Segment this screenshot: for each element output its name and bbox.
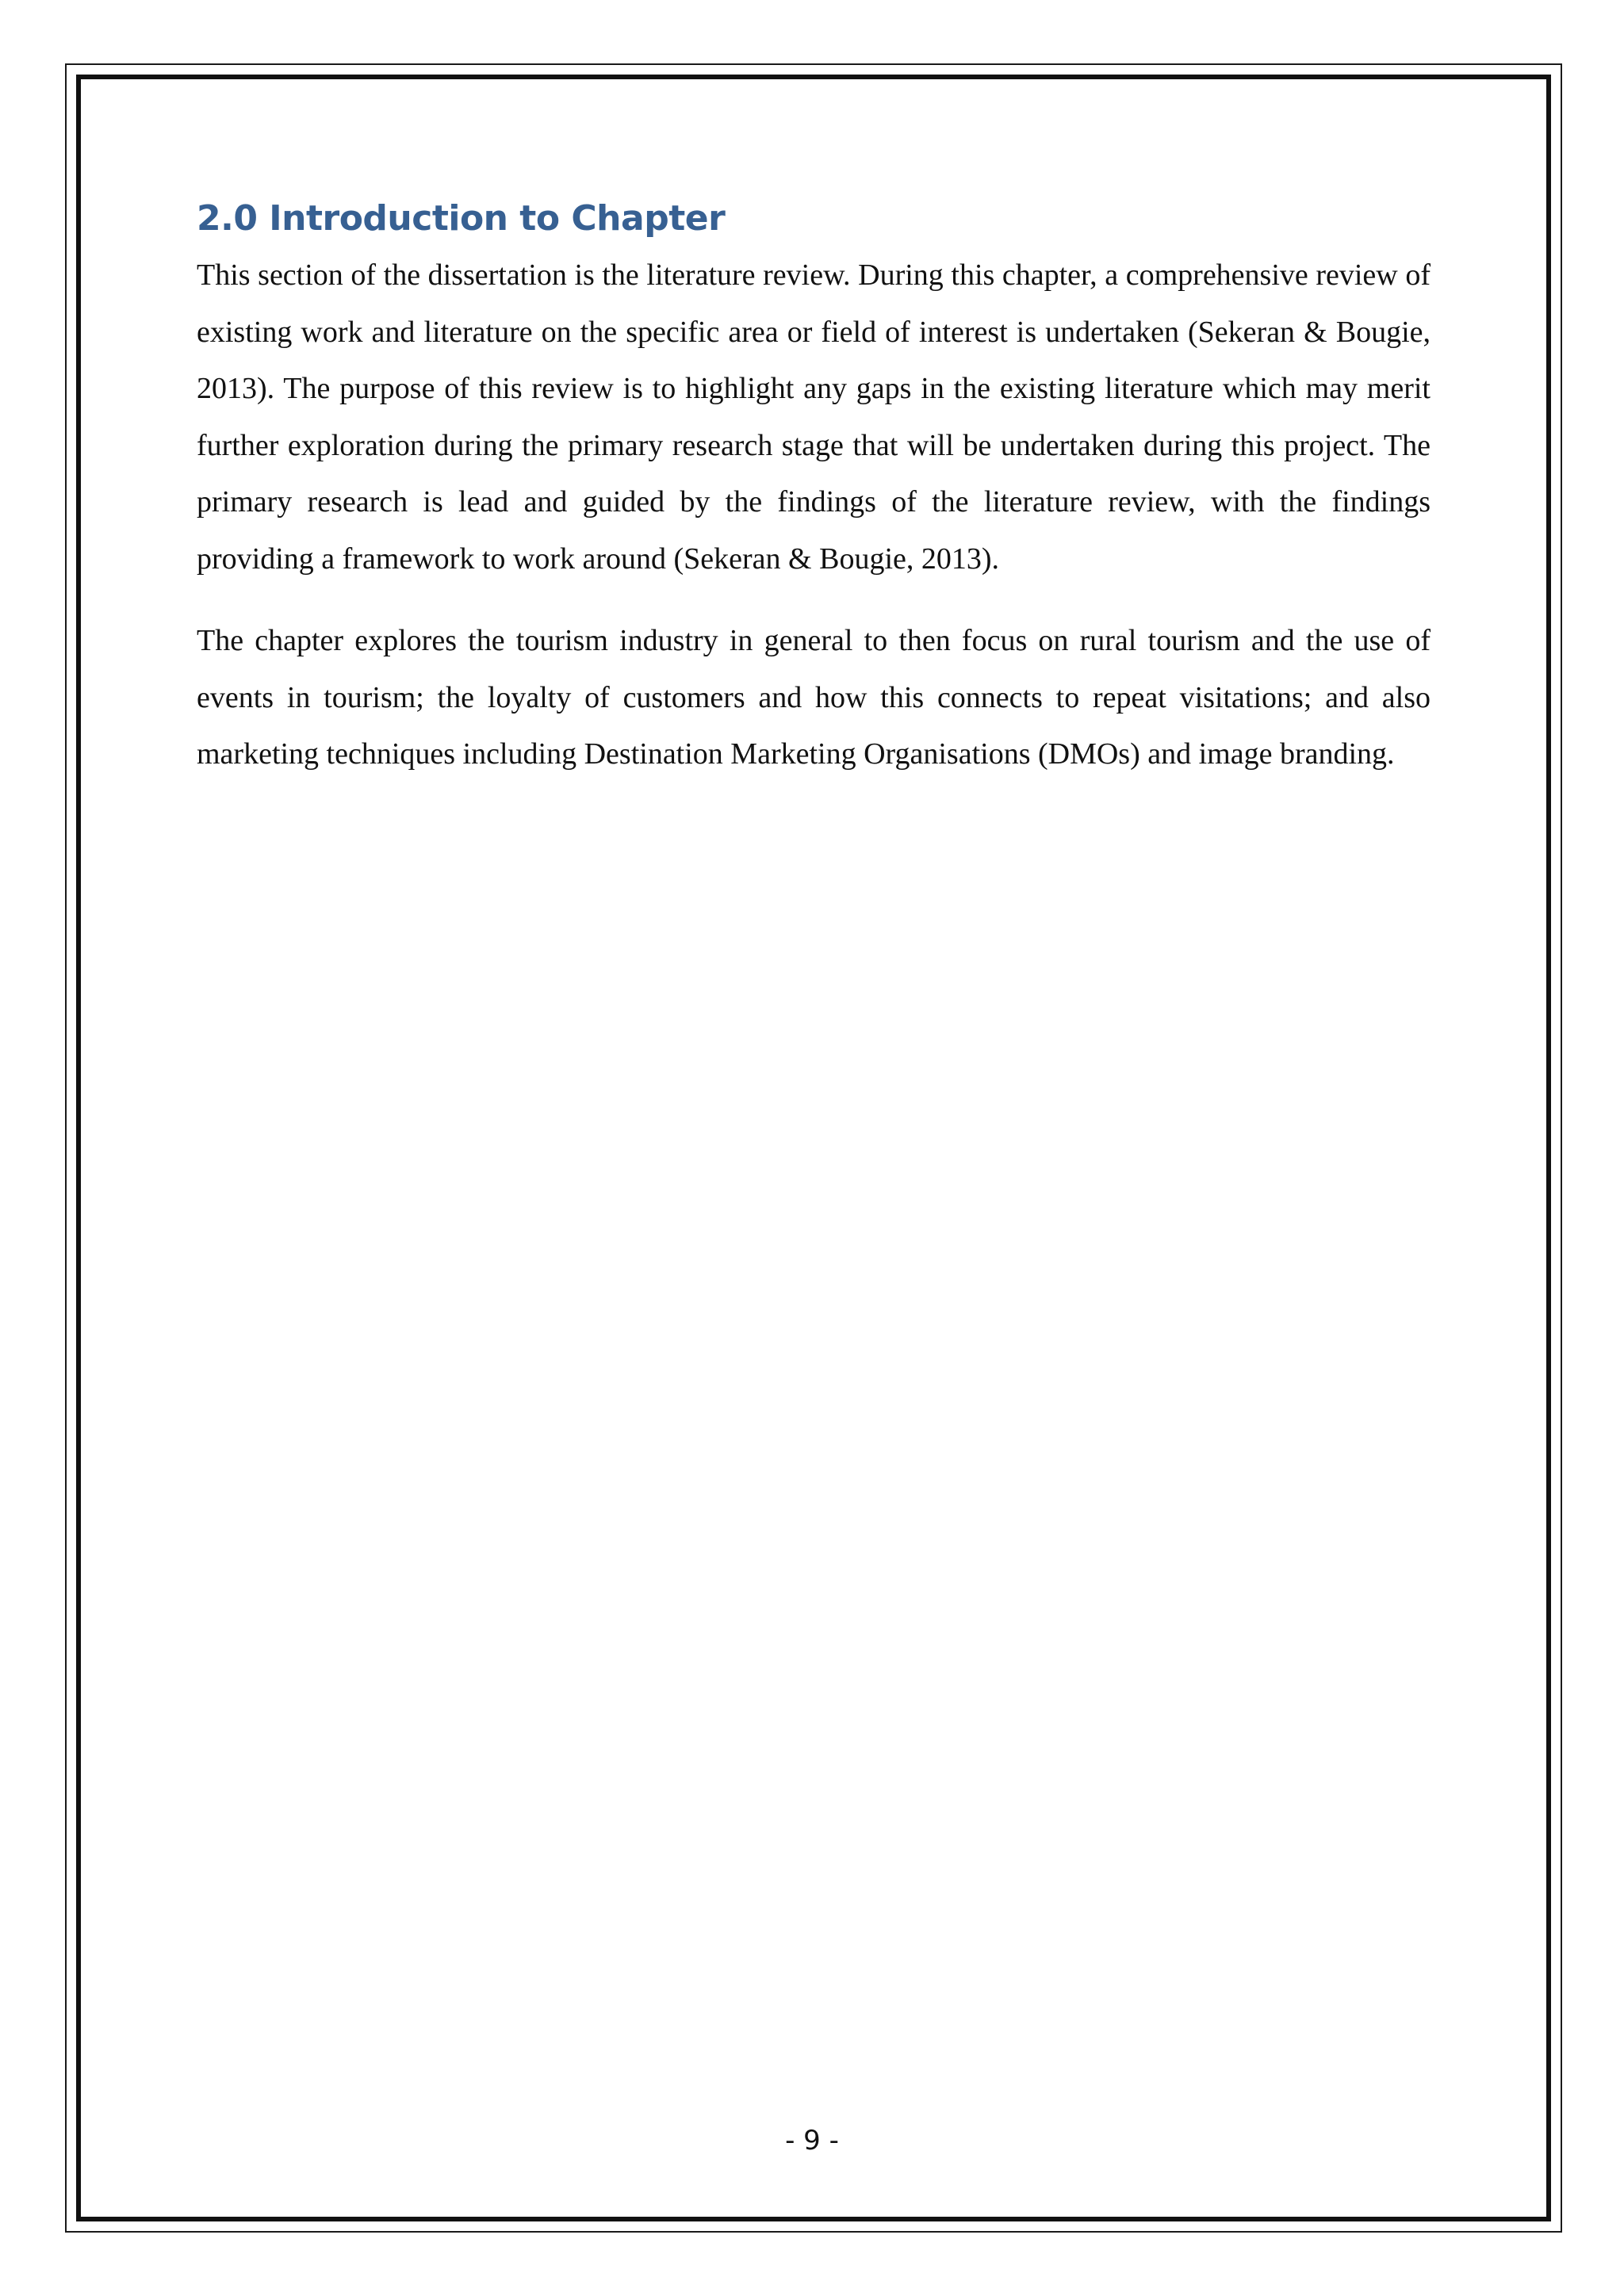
section-heading: 2.0 Introduction to Chapter <box>197 198 726 239</box>
page-number: - 9 - <box>785 2125 839 2156</box>
page-content <box>197 190 1431 783</box>
paragraph-1: This section of the dissertation is the literature review. During this chapter, a comprehensive review of existing work and literature on the specific area or field of interest is undertaken (Sekeran & Bougie, 2013). The purpose of this review is to highlight any gaps in the existing literature which may merit further exploration during the primary research stage that will be undertaken during this project. The primary research is lead and guided by the findings of the literature review, with the findings providing a framework to work around (Sekeran & Bougie, 2013). <box>197 258 1431 576</box>
paragraph-2: The chapter explores the tourism industry in general to then focus on rural tourism and the use of events in tourism; the loyalty of customers and how this connects to repeat visitations; and also marketing techniques including Destination Marketing Organisations (DMOs) and image branding. <box>197 624 1431 771</box>
